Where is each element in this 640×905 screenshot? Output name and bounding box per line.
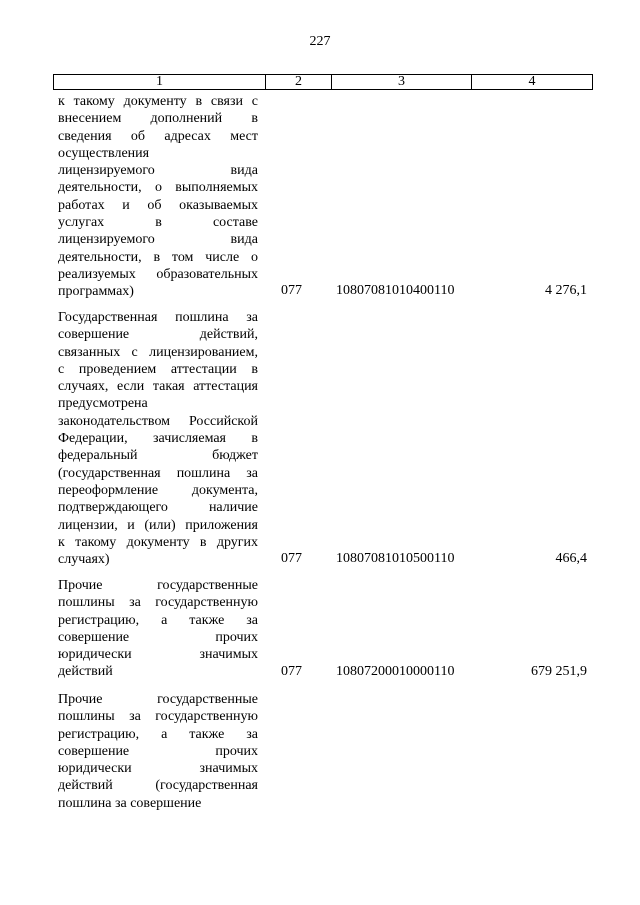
description-line: пошлины за государственную: [58, 709, 258, 725]
row-amount: 466,4: [555, 551, 587, 566]
row-code: 077: [281, 283, 302, 298]
description-line: регистрацию, а также за: [58, 612, 258, 628]
description-line: Федерации, зачисляемая в: [58, 431, 258, 447]
row-amount: 4 276,1: [545, 283, 587, 298]
description-line: внесением дополнений в: [58, 111, 258, 127]
header-col-4: 4: [528, 74, 536, 89]
row-description: [58, 309, 258, 568]
header-col-3: 3: [332, 75, 472, 89]
description-line: регистрацию, а также за: [58, 726, 258, 742]
description-line: деятельности, о выполняемых: [58, 180, 258, 196]
description-line: совершение действий,: [58, 327, 258, 343]
row-kbk: 10807081010500110: [336, 551, 455, 566]
description-line: к такому документу в связи с: [58, 94, 258, 109]
description-line: осуществления: [58, 145, 150, 161]
description-line: сведения об адресах мест: [58, 128, 258, 144]
description-line: случаях, если такая аттестация: [58, 379, 258, 395]
description-line: услугах в составе: [58, 215, 258, 231]
description-line: законодательством Российской: [58, 413, 258, 429]
page-number: 227: [309, 34, 331, 49]
description-line: действий: [58, 664, 113, 680]
row-code: 077: [281, 664, 302, 679]
row-kbk: 10807081010400110: [336, 283, 455, 298]
description-line: Прочие государственные: [58, 578, 258, 593]
description-line: лицензии, и (или) приложения: [58, 517, 258, 533]
description-line: совершение прочих: [58, 743, 258, 759]
description-line: деятельности, в том числе о: [58, 249, 258, 265]
description-line: реализуемых образовательных: [58, 266, 258, 282]
header-col-2: 2: [266, 75, 332, 89]
row-kbk: 10807200010000110: [336, 664, 455, 679]
table-header: [53, 74, 593, 90]
description-line: случаях): [58, 552, 110, 568]
row-code: 077: [281, 551, 302, 566]
description-line: действий (государственная: [58, 778, 258, 794]
row-amount: 679 251,9: [531, 664, 587, 679]
row-description: [58, 93, 258, 301]
description-line: программах): [58, 284, 134, 300]
description-line: федеральный бюджет: [58, 448, 258, 464]
description-line: с проведением аттестации в: [58, 361, 258, 377]
header-col-1: 1: [54, 75, 266, 89]
description-line: работах и об оказываемых: [58, 197, 258, 213]
description-line: Государственная пошлина за: [58, 310, 258, 325]
description-line: пошлины за государственную: [58, 595, 258, 611]
description-line: юридически значимых: [58, 647, 258, 663]
description-line: совершение прочих: [58, 629, 258, 645]
description-line: лицензируемого вида: [58, 163, 258, 179]
description-line: переоформление документа,: [58, 482, 258, 498]
description-line: (государственная пошлина за: [58, 465, 258, 481]
description-line: лицензируемого вида: [58, 232, 258, 248]
description-line: пошлина за совершение: [58, 795, 202, 811]
row-description: [58, 577, 258, 681]
description-line: подтверждающего наличие: [58, 500, 258, 516]
description-line: к такому документу в других: [58, 534, 258, 550]
description-line: Прочие государственные: [58, 692, 258, 707]
description-line: юридически значимых: [58, 761, 258, 777]
description-line: связанных с лицензированием,: [58, 344, 258, 360]
row-description: [58, 691, 258, 812]
description-line: предусмотрена: [58, 396, 148, 412]
